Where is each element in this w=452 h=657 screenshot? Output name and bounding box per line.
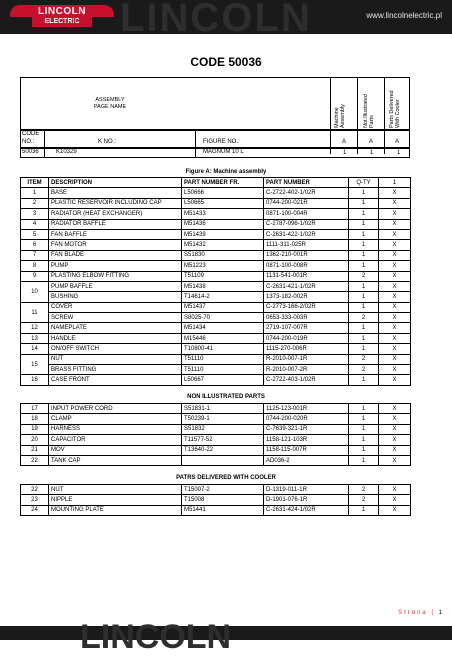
qty-cell: 1	[349, 414, 379, 424]
table-row	[21, 209, 411, 219]
table-row	[21, 292, 411, 302]
part-number-fr-cell: S51831-1	[182, 404, 264, 414]
col-notillus-line1: Not Illustrated	[363, 94, 369, 128]
mark-cell: X	[379, 281, 411, 291]
qty-cell: 1	[349, 435, 379, 445]
mark-cell: X	[379, 313, 411, 323]
logo-top-text: LINCOLN	[10, 5, 114, 17]
page-value: 1	[438, 610, 442, 616]
mark-cell: X	[379, 209, 411, 219]
figure-caption: Figure A: Machine assembly	[185, 169, 267, 175]
part-number-cell: R-2010-007-2R	[264, 365, 349, 375]
qty-cell: 1	[349, 261, 379, 271]
table-header-row	[21, 178, 411, 188]
qty-cell: 2	[349, 354, 379, 364]
part-number-cell: 2719-107-007R	[264, 323, 349, 333]
table-row	[21, 302, 411, 312]
part-number-cell: 1115-270-006R	[264, 344, 349, 354]
part-number-cell: 1362-210-001R	[264, 250, 349, 260]
qty-cell: 2	[349, 495, 379, 505]
description-cell: PLASTING ELBOW FITTING	[49, 271, 182, 281]
col-a-3: A	[395, 139, 400, 145]
description-cell: NUT	[49, 354, 182, 364]
qty-cell: 1	[349, 323, 379, 333]
item-cell: 14	[21, 344, 49, 354]
part-number-cell: AD036-2	[264, 455, 349, 465]
qty-cell: 2	[349, 271, 379, 281]
part-number-fr-cell: T51110	[182, 365, 264, 375]
part-number-fr-cell: T15008	[182, 495, 264, 505]
item-cell: 5	[21, 229, 49, 239]
item-cell: 19	[21, 424, 49, 434]
non-illustrated-title: NON ILLUSTRATED PARTS	[187, 394, 265, 400]
part-number-fr-cell	[182, 455, 264, 465]
item-cell: 9	[21, 271, 49, 281]
part-number-fr-cell: T11577-52	[182, 435, 264, 445]
col-not-illustrated	[363, 82, 375, 128]
description-cell: BASE	[49, 188, 182, 198]
table-row	[21, 404, 411, 414]
header-band	[0, 0, 452, 40]
part-number-cell: 0653-333-003R	[264, 313, 349, 323]
part-number-fr-cell: L50666	[182, 188, 264, 198]
page-label: Strona	[398, 610, 428, 616]
item-cell: 7	[21, 250, 49, 260]
code-no-label-1: CODE	[22, 131, 40, 137]
part-number-fr-cell: T10800-41	[182, 344, 264, 354]
part-number-fr-cell: S51832	[182, 424, 264, 434]
part-number-cell: 0744-200-021R	[264, 198, 349, 208]
table-row	[21, 198, 411, 208]
table-row	[21, 495, 411, 505]
table-row	[21, 229, 411, 239]
qty-delivered: 1	[397, 150, 401, 156]
description-cell: HANDLE	[49, 333, 182, 343]
part-number-fr-cell: M51223	[182, 261, 264, 271]
table-row	[21, 365, 411, 375]
qty-cell: 2	[349, 365, 379, 375]
qty-machine: 1	[343, 150, 347, 156]
mark-cell: X	[379, 219, 411, 229]
mark-cell: X	[379, 292, 411, 302]
item-cell: 4	[21, 219, 49, 229]
qty-cell: 1	[349, 302, 379, 312]
mark-cell: X	[379, 414, 411, 424]
part-number-cell: 1158-115-007R	[264, 445, 349, 455]
qty-cell: 1	[349, 198, 379, 208]
item-cell: 24	[21, 505, 49, 515]
item-cell: 17	[21, 404, 49, 414]
mark-cell: X	[379, 333, 411, 343]
part-number-fr-cell: T14614-2	[182, 292, 264, 302]
part-number-fr-cell: L50665	[182, 198, 264, 208]
col-delivered-line2: With Cooler	[395, 99, 401, 128]
figure-value: MAGNUM 10 L	[203, 149, 244, 155]
qty-notillus: 1	[370, 150, 374, 156]
table-row	[21, 455, 411, 465]
table-row	[21, 354, 411, 364]
description-cell: CASE FRONT	[49, 375, 182, 385]
col-machine-line1: Machine	[334, 107, 340, 128]
description-cell: NIPPLE	[49, 495, 182, 505]
item-cell: 13	[21, 333, 49, 343]
mark-cell: X	[379, 240, 411, 250]
mark-cell: X	[379, 198, 411, 208]
part-number-fr-cell: M51438	[182, 281, 264, 291]
qty-cell: 1	[349, 375, 379, 385]
one-header: 1	[379, 178, 411, 188]
description-cell: NUT	[49, 485, 182, 495]
description-cell: FAN BAFFLE	[49, 229, 182, 239]
mark-cell: X	[379, 445, 411, 455]
part-number-cell: 0871-100-004R	[264, 209, 349, 219]
page-title: CODE 50036	[190, 55, 262, 69]
part-number-fr-cell: M51437	[182, 302, 264, 312]
item-cell: 11	[21, 302, 49, 323]
qty-cell: 1	[349, 281, 379, 291]
table-row	[21, 344, 411, 354]
description-cell: PUMP	[49, 261, 182, 271]
qty-cell: 1	[349, 229, 379, 239]
divider	[44, 130, 45, 158]
mark-cell: X	[379, 354, 411, 364]
code-value: 50036	[22, 149, 39, 155]
description-cell: FAN MOTOR	[49, 240, 182, 250]
table-row	[21, 333, 411, 343]
description-cell: RADIATOR BAFFLE	[49, 219, 182, 229]
item-cell: 10	[21, 281, 49, 302]
k-value: K10329	[56, 149, 77, 155]
mark-cell: X	[379, 424, 411, 434]
part-number-fr-cell: M51439	[182, 229, 264, 239]
description-cell: MOUNTING PLATE	[49, 505, 182, 515]
part-number-fr-cell: M51432	[182, 240, 264, 250]
col-machine-assembly	[334, 88, 346, 128]
table-row	[21, 261, 411, 271]
part-number-cell: C-2631-421-1/02R	[264, 281, 349, 291]
qty-cell: 2	[349, 313, 379, 323]
item-cell: 6	[21, 240, 49, 250]
part-number-fr-cell: L50667	[182, 375, 264, 385]
code-no-label-2: NO.:	[22, 139, 35, 145]
table-row	[21, 323, 411, 333]
part-number-cell: C-2722-403-1/02R	[264, 375, 349, 385]
mark-cell: X	[379, 261, 411, 271]
item-cell: 18	[21, 414, 49, 424]
table-row	[21, 424, 411, 434]
mark-cell: X	[379, 229, 411, 239]
non-illustrated-table	[20, 403, 411, 466]
table-row	[21, 188, 411, 198]
assembly-label-line1: ASSEMBLY	[95, 97, 125, 103]
table-row	[21, 271, 411, 281]
description-cell: CLAMP	[49, 414, 182, 424]
mark-cell: X	[379, 495, 411, 505]
lincoln-logo	[10, 5, 114, 29]
header-watermark: LINCOLN	[120, 0, 312, 40]
table-row	[21, 414, 411, 424]
part-number-cell: C-2631-422-1/02R	[264, 229, 349, 239]
col-parts-delivered	[389, 80, 401, 128]
divider	[195, 130, 196, 158]
col-machine-line2: Assembly	[340, 104, 346, 128]
part-number-cell: R-2010-007-1R	[264, 354, 349, 364]
part-number-fr-cell: M51441	[182, 505, 264, 515]
mark-cell: X	[379, 302, 411, 312]
table-row	[21, 505, 411, 515]
item-cell: 22	[21, 455, 49, 465]
part-number-fr-cell: T15007-2	[182, 485, 264, 495]
part-number-fr-cell: M51436	[182, 219, 264, 229]
footer-band	[0, 618, 452, 656]
description-cell: MOV	[49, 445, 182, 455]
mark-cell: X	[379, 271, 411, 281]
qty-cell: 1	[349, 209, 379, 219]
table-row	[21, 445, 411, 455]
qty-cell: 2	[349, 485, 379, 495]
item-cell: 1	[21, 188, 49, 198]
k-no-label: K NO.:	[98, 139, 117, 145]
part-number-cell: C-2631-424-1/02R	[264, 505, 349, 515]
parts-table	[20, 177, 411, 386]
description-cell: FAN BLADE	[49, 250, 182, 260]
qty-cell: 1	[349, 292, 379, 302]
item-cell: 22	[21, 485, 49, 495]
figure-no-label: FIGURE NO.:	[203, 139, 240, 145]
qty-cell: 1	[349, 333, 379, 343]
cooler-parts-table	[20, 484, 411, 516]
qty-cell: 1	[349, 188, 379, 198]
part-number-header: PART NUMBER	[264, 178, 349, 188]
part-number-fr-cell: T51110	[182, 354, 264, 364]
description-cell: PUMP BAFFLE	[49, 281, 182, 291]
description-cell: TANK CAP	[49, 455, 182, 465]
part-number-fr-cell: T50239-1	[182, 414, 264, 424]
part-number-cell: C-2787-096-1/02R	[264, 219, 349, 229]
qty-cell: 1	[349, 445, 379, 455]
part-number-fr-cell: S8025-70	[182, 313, 264, 323]
part-number-fr-cell: M15446	[182, 333, 264, 343]
description-cell: BUSHING	[49, 292, 182, 302]
page-separator: |	[431, 610, 435, 616]
logo-bottom-text: ELECTRIC	[32, 17, 92, 27]
part-number-cell: C-7639-321-1R	[264, 424, 349, 434]
qty-cell: 1	[349, 240, 379, 250]
table-row	[21, 485, 411, 495]
table-row	[21, 435, 411, 445]
qty-header: Q-TY	[349, 178, 379, 188]
description-header: DESCRIPTION	[49, 178, 182, 188]
mark-cell: X	[379, 365, 411, 375]
part-number-cell: C-2773-166-2/02R	[264, 302, 349, 312]
col-delivered-line1: Parts Delivered	[389, 90, 395, 128]
part-number-cell: 1373-182-002R	[264, 292, 349, 302]
part-number-cell: D-1901-076-1R	[264, 495, 349, 505]
col-a-2: A	[369, 139, 374, 145]
table-row	[21, 250, 411, 260]
mark-cell: X	[379, 344, 411, 354]
part-number-fr-cell: T13640-22	[182, 445, 264, 455]
item-cell: 15	[21, 354, 49, 375]
part-number-cell: 0744-200-019R	[264, 333, 349, 343]
qty-cell: 1	[349, 455, 379, 465]
part-number-fr-header: PART NUMBER FR.	[182, 178, 264, 188]
table-row	[21, 313, 411, 323]
description-cell: BRASS FITTING	[49, 365, 182, 375]
part-number-cell: 0871-100-008R	[264, 261, 349, 271]
item-cell: 21	[21, 445, 49, 455]
item-header: ITEM	[21, 178, 49, 188]
part-number-fr-cell: S51830	[182, 250, 264, 260]
qty-cell: 1	[349, 344, 379, 354]
qty-cell: 1	[349, 219, 379, 229]
part-number-cell: C-2722-402-1/02R	[264, 188, 349, 198]
qty-cell: 1	[349, 424, 379, 434]
part-number-cell: 1158-121-103R	[264, 435, 349, 445]
item-cell: 20	[21, 435, 49, 445]
description-cell: HARNESS	[49, 424, 182, 434]
mark-cell: X	[379, 323, 411, 333]
part-number-cell: 1111-311-025R	[264, 240, 349, 250]
part-number-cell: 0744-200-020R	[264, 414, 349, 424]
part-number-fr-cell: T51109	[182, 271, 264, 281]
mark-cell: X	[379, 188, 411, 198]
part-number-cell: D-1319-011-1R	[264, 485, 349, 495]
table-row	[21, 281, 411, 291]
assembly-label-line2: PAGE NAME	[93, 104, 127, 110]
item-cell: 8	[21, 261, 49, 271]
description-cell: CAPACITOR	[49, 435, 182, 445]
item-cell: 3	[21, 209, 49, 219]
col-a-1: A	[342, 139, 347, 145]
footer-watermark: LINCOLN	[80, 618, 232, 656]
description-cell: COVER	[49, 302, 182, 312]
mark-cell: X	[379, 505, 411, 515]
part-number-cell: 1131-541-001R	[264, 271, 349, 281]
item-cell: 2	[21, 198, 49, 208]
col-notillus-line2: Parts	[369, 115, 375, 128]
qty-cell: 1	[349, 404, 379, 414]
qty-cell: 1	[349, 505, 379, 515]
description-cell: PLASTIC RESERVOIR INCLUDING CAP	[49, 198, 182, 208]
item-cell: 23	[21, 495, 49, 505]
description-cell: NAMEPLATE	[49, 323, 182, 333]
table-row	[21, 375, 411, 385]
mark-cell: X	[379, 375, 411, 385]
part-number-fr-cell: M51433	[182, 209, 264, 219]
mark-cell: X	[379, 404, 411, 414]
description-cell: RADIATOR (HEAT EXCHANGER)	[49, 209, 182, 219]
mark-cell: X	[379, 455, 411, 465]
table-row	[21, 240, 411, 250]
item-cell: 12	[21, 323, 49, 333]
mark-cell: X	[379, 435, 411, 445]
table-row	[21, 219, 411, 229]
cooler-parts-title: PATRS DELIVERED WITH COOLER	[176, 475, 276, 481]
description-cell: SCREW	[49, 313, 182, 323]
page-number	[398, 610, 442, 616]
mark-cell: X	[379, 485, 411, 495]
site-url[interactable]: www.lincolnelectric.pl	[366, 11, 442, 20]
description-cell: ON/OFF SWITCH	[49, 344, 182, 354]
mark-cell: X	[379, 250, 411, 260]
assembly-label	[0, 97, 220, 111]
qty-cell: 1	[349, 250, 379, 260]
part-number-cell: 1125-123-001R	[264, 404, 349, 414]
description-cell: INPUT POWER CORD	[49, 404, 182, 414]
item-cell: 16	[21, 375, 49, 385]
part-number-fr-cell: M51434	[182, 323, 264, 333]
